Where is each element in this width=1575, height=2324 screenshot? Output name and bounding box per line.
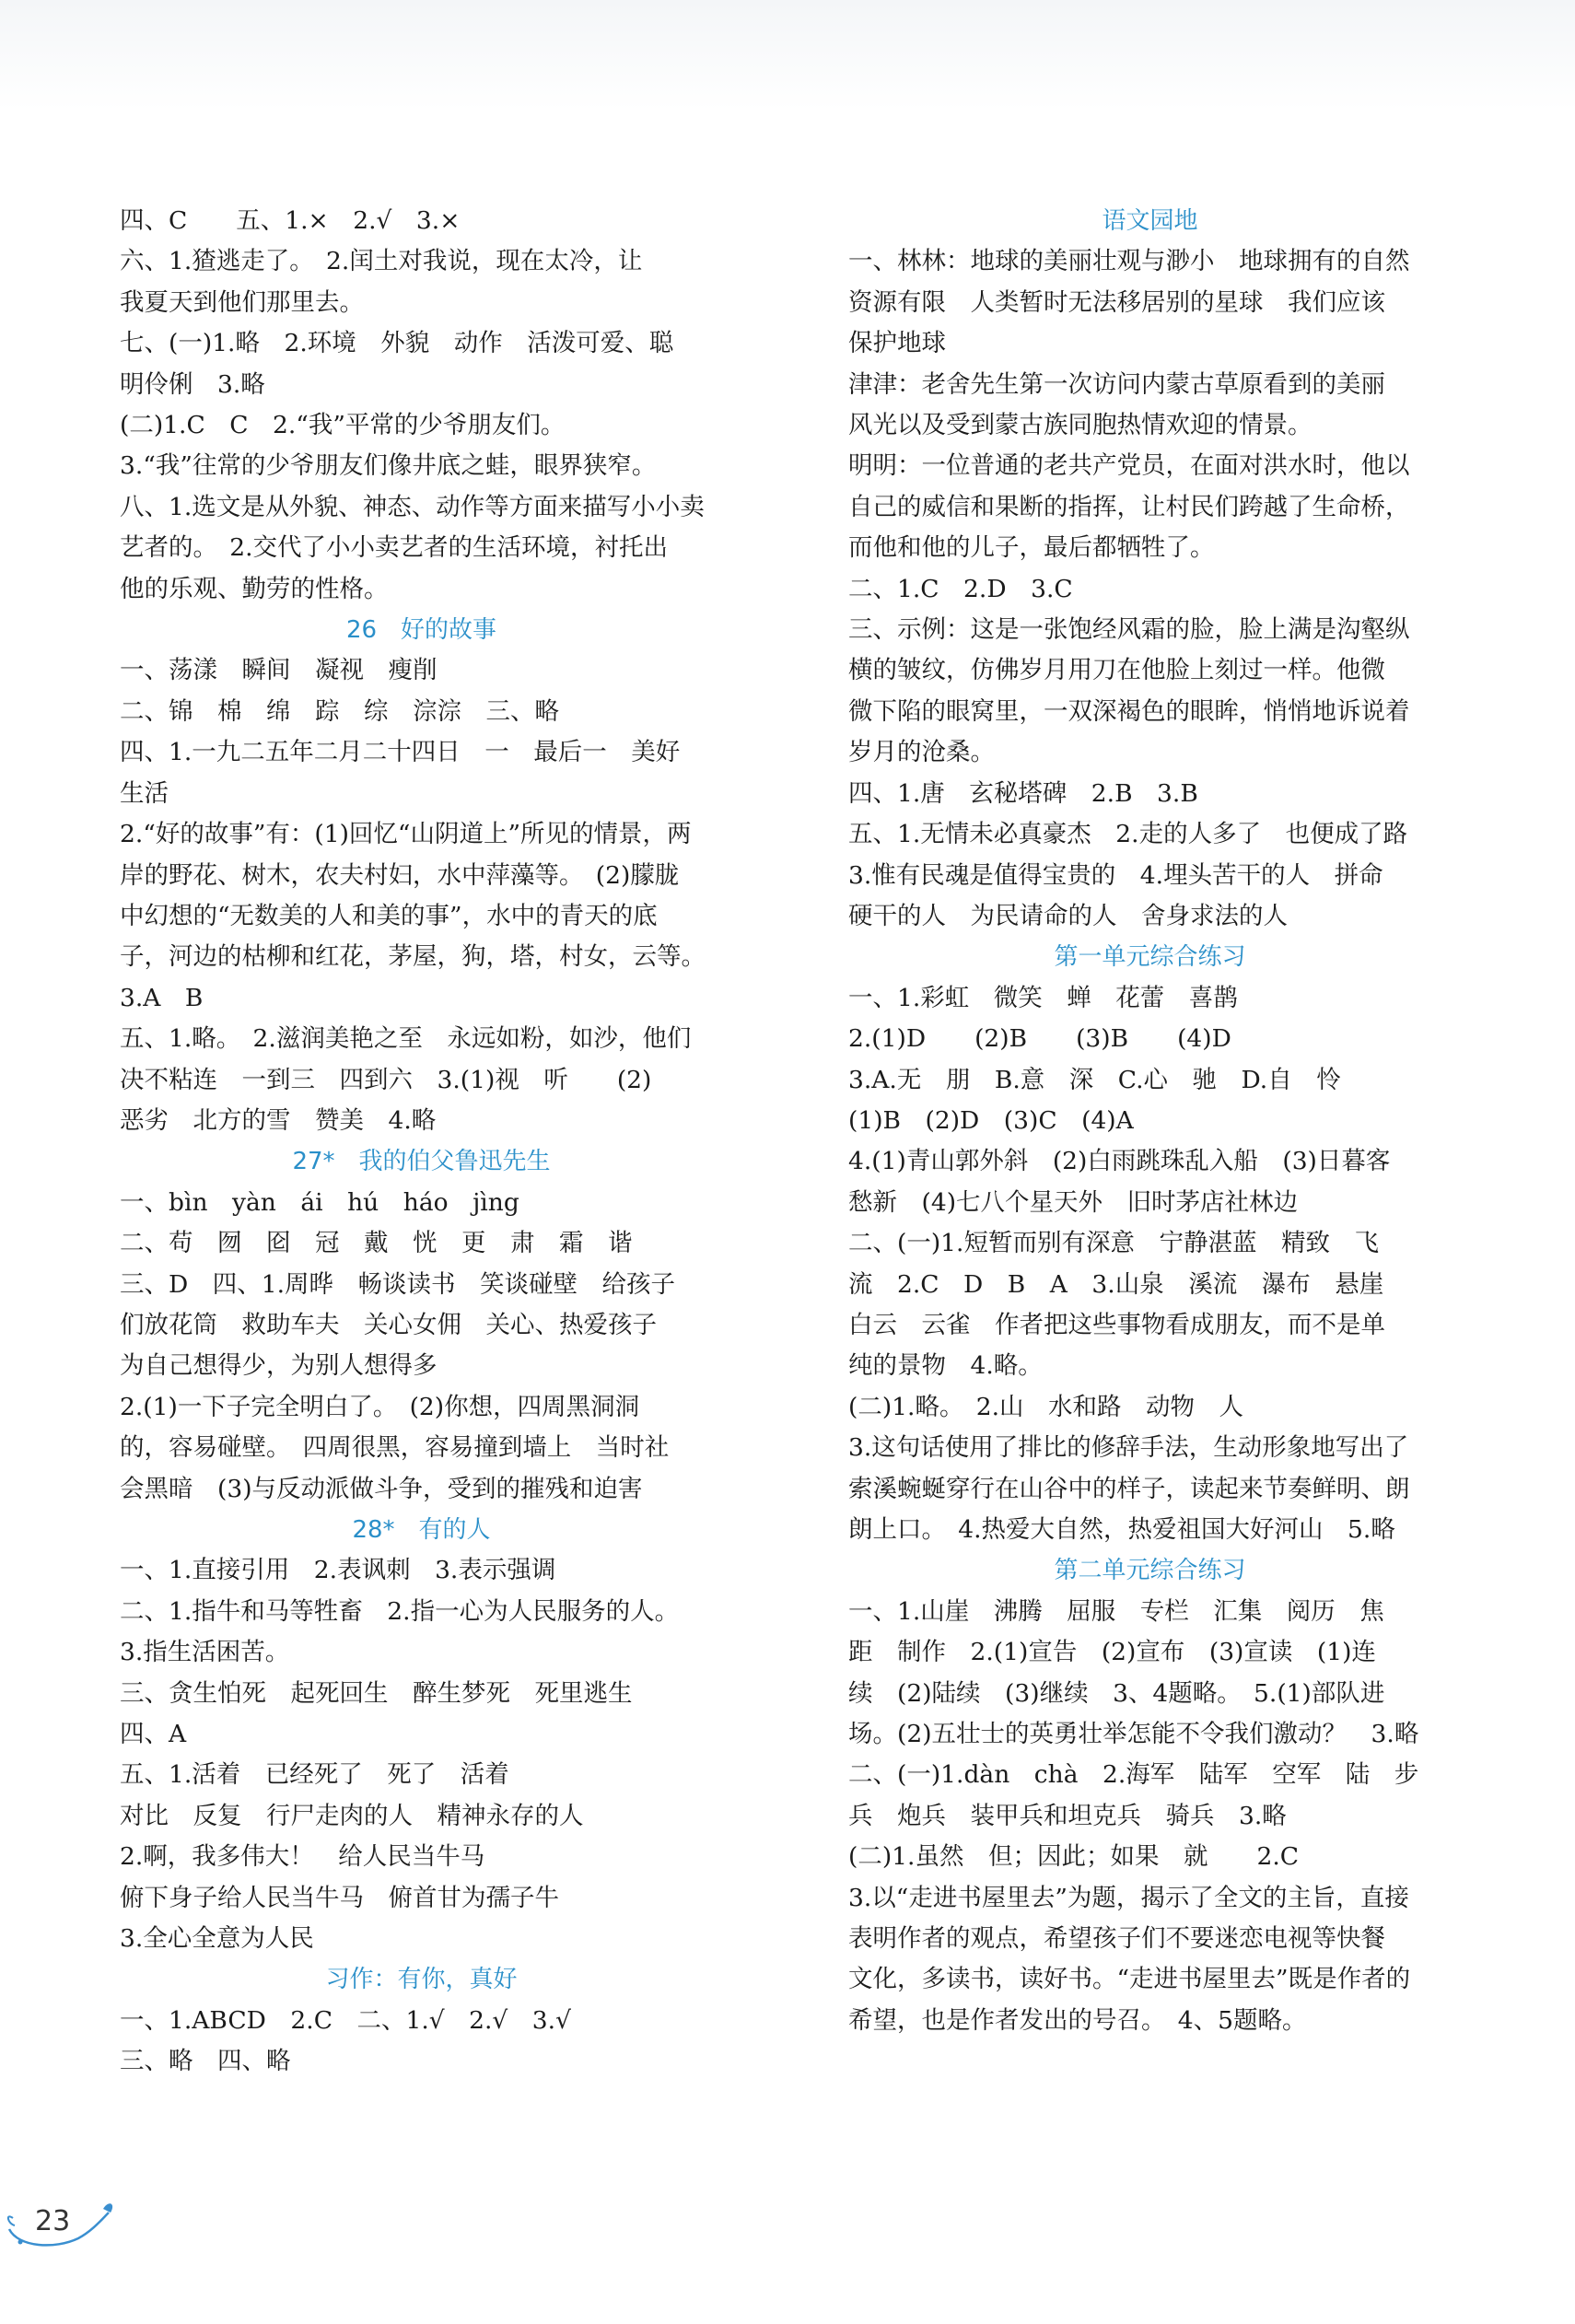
answer-line: 希望，也是作者发出的号召。 4、5题略。 (848, 2005, 1307, 2035)
right-column (848, 201, 1452, 2041)
section-title: 第一单元综合练习 (1054, 943, 1246, 972)
answer-line: 硬干的人 为民请命的人 舍身求法的人 (848, 901, 1288, 930)
answer-line: 一、1.山崖 沸腾 屈服 专栏 汇集 阅历 焦 (848, 1596, 1384, 1626)
answer-line: 恶劣 北方的雪 赞美 4.略 (120, 1105, 437, 1135)
answer-line: 二、(一)1.dàn chà 2.海军 陆军 空军 陆 步 (848, 1760, 1419, 1790)
answer-line: 愁新 (4)七八个星天外 旧时茅店社林边 (848, 1187, 1299, 1217)
answer-line: 流 2.C D B A 3.山泉 溪流 瀑布 悬崖 (848, 1269, 1384, 1299)
answer-line: 风光以及受到蒙古族同胞热情欢迎的情景。 (848, 411, 1312, 440)
answer-line: 为自己想得少，为别人想得多 (120, 1351, 438, 1381)
answer-line: 2.(1)一下子完全明白了。 (2)你想，四周黑洞洞 (120, 1392, 640, 1421)
page-number: 23 (35, 2205, 71, 2237)
page-top-band (0, 0, 1575, 111)
answer-line: 一、荡漾 瞬间 凝视 瘦削 (120, 656, 438, 685)
answer-line: 六、1.猹逃走了。 2.闰土对我说，现在太冷，让 (120, 247, 643, 276)
answer-line: 自己的威信和果断的指挥，让村民们跨越了生命桥， (848, 492, 1410, 521)
answer-line: 距 制作 2.(1)宣告 (2)宣布 (3)宣读 (1)连 (848, 1638, 1376, 1667)
answer-line: 中幻想的“无数美的人和美的事”，水中的青天的底 (120, 901, 658, 930)
answer-line: 白云 云雀 作者把这些事物看成朋友，而不是单 (848, 1310, 1385, 1339)
answer-line: 津津：老舍先生第一次访问内蒙古草原看到的美丽 (848, 369, 1385, 399)
answer-line: 3.全心全意为人民 (120, 1924, 314, 1954)
answer-line: 兵 炮兵 装甲兵和坦克兵 骑兵 3.略 (848, 1801, 1287, 1830)
answer-line: 3.惟有民魂是值得宝贵的 4.埋头苦干的人 拼命 (848, 860, 1383, 890)
answer-line: 纯的景物 4.略。 (848, 1351, 1043, 1381)
answer-line: 七、(一)1.略 2.环境 外貌 动作 活泼可爱、聪 (120, 329, 674, 358)
answer-line: 2.(1)D (2)B (3)B (4)D (848, 1024, 1231, 1054)
answer-line: 们放花筒 救助车夫 关心女佣 关心、热爱孩子 (120, 1310, 657, 1339)
answer-line: 四、1.唐 玄秘塔碑 2.B 3.B (848, 778, 1198, 808)
answer-line: 五、1.略。 2.滋润美艳之至 永远如粉，如沙，他们 (120, 1024, 692, 1054)
answer-line: 子，河边的枯柳和红花，茅屋，狗，塔，村女，云等。 (120, 942, 706, 972)
answer-line: 会黑暗 (3)与反动派做斗争，受到的摧残和迫害 (120, 1474, 643, 1503)
answer-line: 3.以“走进书屋里去”为题，揭示了全文的主旨，直接 (848, 1883, 1409, 1912)
section-title: 语文园地 (1102, 207, 1198, 235)
answer-line: (二)1.虽然 但；因此；如果 就 2.C (848, 1842, 1300, 1872)
answer-line: 3.这句话使用了排比的修辞手法，生动形象地写出了 (848, 1433, 1409, 1463)
answer-line: 一、1.ABCD 2.C 二、1.√ 2.√ 3.√ (120, 2005, 571, 2035)
answer-line: 他的乐观、勤劳的性格。 (120, 574, 389, 603)
answer-line: 岁月的沧桑。 (848, 738, 995, 767)
answer-line: 表明作者的观点，希望孩子们不要迷恋电视等快餐 (848, 1924, 1385, 1954)
answer-line: 俯下身子给人民当牛马 俯首甘为孺子牛 (120, 1883, 559, 1912)
answer-line: 明明：一位普通的老共产党员，在面对洪水时，他以 (848, 451, 1410, 481)
answer-line: 生活 (120, 778, 169, 808)
answer-line: 的，容易碰壁。 四周很黑，容易撞到墙上 当时社 (120, 1433, 670, 1463)
answer-line: 2.啊，我多伟大！ 给人民当牛马 (120, 1842, 485, 1872)
answer-line: 3.“我”往常的少爷朋友们像井底之蛙，眼界狭窄。 (120, 451, 657, 481)
answer-line: (二)1.C C 2.“我”平常的少爷朋友们。 (120, 411, 566, 440)
answer-line: 横的皱纹，仿佛岁月用刀在他脸上刻过一样。他微 (848, 656, 1385, 685)
answer-line: 对比 反复 行尸走肉的人 精神永存的人 (120, 1801, 584, 1830)
answer-line: 三、略 四、略 (120, 2047, 291, 2076)
answer-line: 3.A.无 朋 B.意 深 C.心 驰 D.自 怜 (848, 1065, 1341, 1094)
answer-line: 一、bìn yàn ái hú háo jìng (120, 1187, 519, 1217)
answer-line: 朗上口。 4.热爱大自然，热爱祖国大好河山 5.略 (848, 1515, 1395, 1544)
answer-line: 续 (2)陆续 (3)继续 3、4题略。 5.(1)部队进 (848, 1678, 1385, 1708)
section-title: 26 好的故事 (345, 616, 497, 645)
answer-line: 四、A (120, 1720, 187, 1749)
answer-line: 我夏天到他们那里去。 (120, 287, 364, 317)
section-title: 第二单元综合练习 (1054, 1557, 1246, 1585)
answer-line: 微下陷的眼窝里，一双深褐色的眼眸，悄悄地诉说着 (848, 696, 1410, 726)
answer-line: 4.(1)青山郭外斜 (2)白雨跳珠乱入船 (3)日暮客 (848, 1147, 1391, 1176)
answer-line: 资源有限 人类暂时无法移居别的星球 我们应该 (848, 287, 1385, 317)
answer-line: 索溪蜿蜒穿行在山谷中的样子，读起来节奏鲜明、朗 (848, 1474, 1410, 1503)
answer-line: 艺者的。 2.交代了小小卖艺者的生活环境，衬托出 (120, 533, 669, 563)
section-title: 28* 有的人 (352, 1516, 491, 1544)
answer-line: 四、C 五、1.× 2.√ 3.× (120, 206, 461, 235)
answer-line: 场。(2)五壮士的英勇壮举怎能不令我们激动？ 3.略 (848, 1720, 1419, 1749)
left-column (120, 201, 723, 2083)
section-title: 习作：有你，真好 (325, 1966, 518, 1994)
answer-line: 明伶俐 3.略 (120, 369, 265, 399)
answer-line: 二、(一)1.短暂而别有深意 宁静湛蓝 精致 飞 (848, 1229, 1379, 1258)
answer-line: 一、1.彩虹 微笑 蝉 花蕾 喜鹊 (848, 983, 1238, 1012)
answer-line: 三、示例：这是一张饱经风霜的脸，脸上满是沟壑纵 (848, 615, 1410, 645)
section-title: 27* 我的伯父鲁迅先生 (292, 1148, 551, 1176)
answer-line: 而他和他的儿子，最后都牺牲了。 (848, 533, 1215, 563)
answer-line: 保护地球 (848, 329, 946, 358)
answer-line: 二、1.C 2.D 3.C (848, 574, 1073, 603)
answer-line: 五、1.无情未必真豪杰 2.走的人多了 也便成了路 (848, 820, 1408, 849)
answer-line: 一、林林：地球的美丽壮观与渺小 地球拥有的自然 (848, 247, 1410, 276)
answer-line: 2.“好的故事”有：(1)回忆“山阴道上”所见的情景，两 (120, 820, 692, 849)
answer-line: 3.指生活困苦。 (120, 1638, 290, 1667)
answer-line: 岸的野花、树木，农夫村妇，水中萍藻等。 (2)朦胧 (120, 860, 680, 890)
answer-line: 决不粘连 一到三 四到六 3.(1)视 听 (2) (120, 1065, 652, 1094)
answer-line: 八、1.选文是从外貌、神态、动作等方面来描写小小卖 (120, 492, 705, 521)
answer-line: 五、1.活着 已经死了 死了 活着 (120, 1760, 509, 1790)
answer-line: 一、1.直接引用 2.表讽刺 3.表示强调 (120, 1556, 556, 1585)
answer-line: 二、苟 囫 囵 冠 戴 恍 更 肃 霜 谐 (120, 1229, 633, 1258)
answer-line: 三、D 四、1.周晔 畅谈读书 笑谈碰壁 给孩子 (120, 1269, 676, 1299)
answer-line: (二)1.略。 2.山 水和路 动物 人 (848, 1392, 1243, 1421)
answer-line: (1)B (2)D (3)C (4)A (848, 1105, 1134, 1135)
answer-line: 四、1.一九二五年二月二十四日 一 最后一 美好 (120, 738, 681, 767)
answer-line: 二、1.指牛和马等牲畜 2.指一心为人民服务的人。 (120, 1596, 680, 1626)
answer-line: 二、锦 棉 绵 踪 综 淙淙 三、略 (120, 696, 559, 726)
answer-line: 文化，多读书，读好书。“走进书屋里去”既是作者的 (848, 1965, 1411, 1994)
answer-line: 三、贪生怕死 起死回生 醉生梦死 死里逃生 (120, 1678, 633, 1708)
answer-line: 3.A B (120, 983, 204, 1012)
